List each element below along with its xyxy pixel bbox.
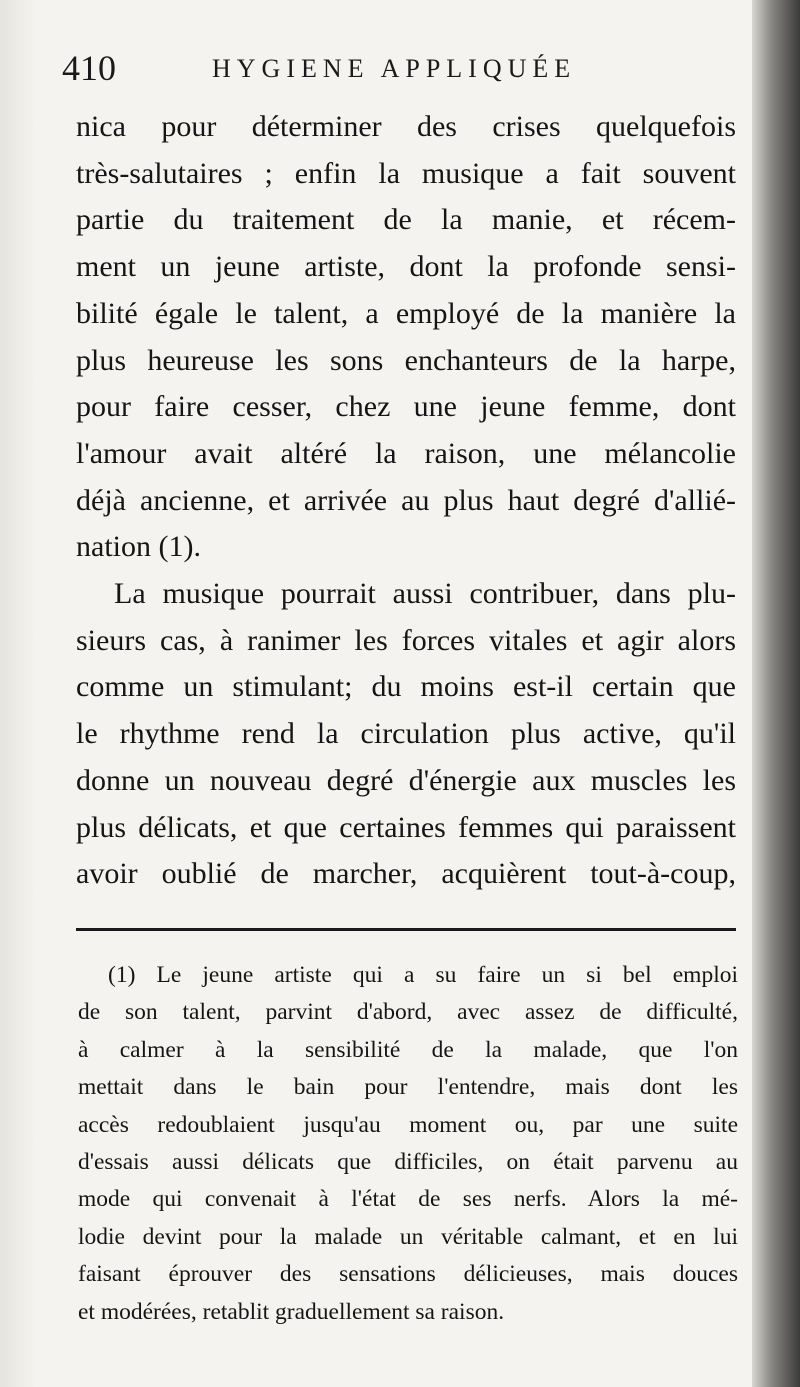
text-line: nica pour déterminer des crises quelquefois — [76, 110, 736, 143]
footnote-line: mettait dans le bain pour l'entendre, mais dont les — [78, 1074, 738, 1101]
footnote-line: lodie devint pour la malade un véritable calmant, et en lui — [78, 1223, 738, 1250]
footnote-line: (1) Le jeune artiste qui a su faire un si bel emploi — [108, 962, 738, 988]
text-line: ment un jeune artiste, dont la profonde sensi- — [76, 250, 736, 284]
text-line: pour faire cesser, chez une jeune femme, dont — [76, 390, 736, 424]
text-line: plus heureuse les sons enchanteurs de la harpe, — [76, 343, 736, 377]
book-gutter — [752, 0, 800, 1387]
footnote-separator — [76, 928, 736, 931]
footnote-line: et modérées, retablit graduellement sa raison. — [78, 1298, 505, 1325]
footnote-line: mode qui convenait à l'état de ses nerfs. Alors la mé- — [78, 1186, 738, 1213]
text-line: le rhythme rend la circulation plus active, qu'il — [76, 717, 736, 751]
footnote — [78, 957, 738, 1331]
footnote-line: de son talent, parvint d'abord, avec assez de difficulté, — [78, 999, 738, 1026]
text-line: comme un stimulant; du moins est-il certain que — [76, 670, 736, 704]
text-line: La musique pourrait aussi contribuer, dans plu- — [114, 577, 736, 611]
page-number: 410 — [62, 48, 116, 88]
text-line: avoir oublié de marcher, acquièrent tout-à-coup, — [76, 857, 736, 891]
footnote-line: d'essais aussi délicats que difficiles, on était parvenu au — [78, 1149, 738, 1176]
text-line: déjà ancienne, et arrivée au plus haut degré d'allié- — [76, 483, 736, 517]
page-left-edge — [0, 0, 36, 1387]
footnote-line: accès redoublaient jusqu'au moment ou, par une suite — [78, 1111, 738, 1138]
text-line: plus délicats, et que certaines femmes qui paraissent — [76, 810, 736, 844]
text-line: donne un nouveau degré d'énergie aux muscles les — [76, 763, 736, 797]
text-line: nation (1). — [76, 530, 201, 564]
text-line: partie du traitement de la manie, et récem- — [76, 203, 736, 237]
footnote-line: à calmer à la sensibilité de la malade, que l'on — [78, 1036, 738, 1063]
text-line: sieurs cas, à ranimer les forces vitales et agir alors — [76, 623, 736, 657]
footnote-line: faisant éprouver des sensations délicieuses, mais douces — [78, 1261, 738, 1288]
running-head: HYGIENE APPLIQUÉE — [212, 54, 577, 83]
page-header — [62, 48, 732, 88]
text-line: bilité égale le talent, a employé de la manière la — [76, 296, 736, 330]
text-line: l'amour avait altéré la raison, une mélancolie — [76, 436, 736, 470]
text-line: très-salutaires ; enfin la musique a fait souvent — [76, 156, 736, 190]
main-text — [76, 104, 736, 898]
